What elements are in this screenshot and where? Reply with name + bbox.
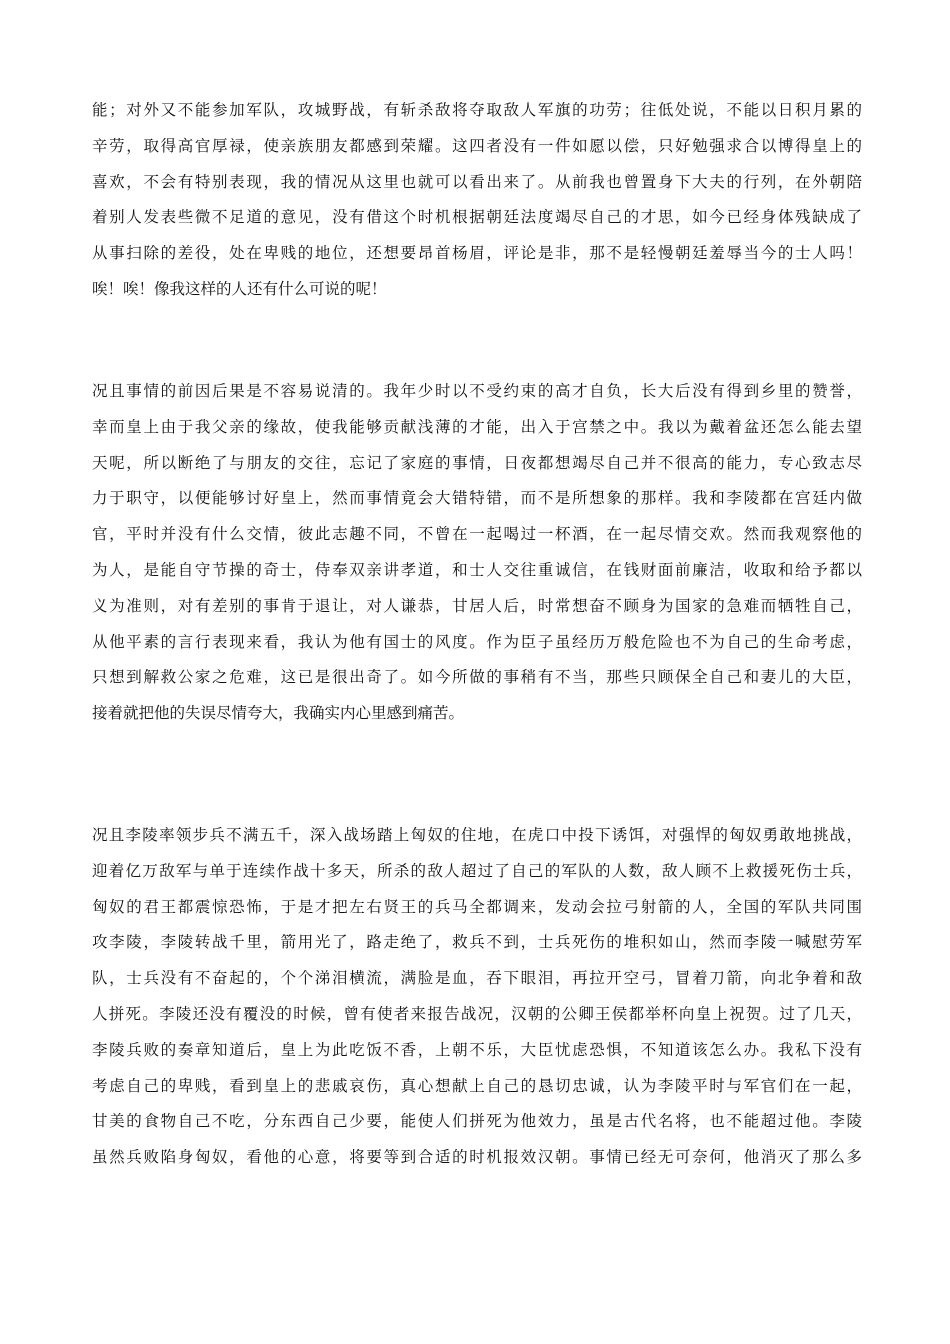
text-line: 人拼死。李陵还没有覆没的时候，曾有使者来报告战况，汉朝的公卿王侯都举杯向皇上祝贺。过了几天， (92, 1004, 862, 1023)
text-line: 天呢，所以断绝了与朋友的交往，忘记了家庭的事情，日夜都想竭尽自己并不很高的能力，专心致志尽 (92, 453, 862, 472)
text-line: 接着就把他的失误尽情夸大，我确实内心里感到痛苦。 (92, 704, 465, 723)
text-line: 能；对外又不能参加军队，攻城野战，有斩杀敌将夺取敌人军旗的功劳；往低处说，不能以日积月累的 (92, 101, 862, 119)
text-line: 迎着亿万敌军与单于连续作战十多天，所杀的敌人超过了自己的军队的人数，敌人顾不上救援死伤士兵， (92, 861, 862, 880)
text-line: 力于职守，以便能够讨好皇上，然而事情竟会大错特错，而不是所想象的那样。我和李陵都在宫廷内做 (92, 489, 862, 508)
text-line: 况且事情的前因后果是不容易说清的。我年少时以不受约束的高才自负，长大后没有得到乡里的赞誉， (92, 382, 862, 400)
text-line: 着别人发表些微不足道的意见，没有借这个时机根据朝廷法度竭尽自己的才思，如今已经身体残缺成了 (92, 208, 862, 227)
text-line: 辛劳，取得高官厚禄，使亲族朋友都感到荣耀。这四者没有一件如愿以偿，只好勉强求合以博得皇上的 (92, 136, 862, 155)
paragraph-2 (92, 374, 862, 732)
text-line: 考虑自己的卑贱，看到皇上的悲戚哀伤，真心想献上自己的恳切忠诚，认为李陵平时与军官们在一起， (92, 1076, 862, 1095)
text-line: 攻李陵，李陵转战千里，箭用光了，路走绝了，救兵不到，士兵死伤的堆积如山，然而李陵一喊慰劳军 (92, 933, 862, 952)
text-line: 为人，是能自守节操的奇士，侍奉双亲讲孝道，和士人交往重诚信，在钱财面前廉洁，收取和给予都以 (92, 560, 862, 579)
text-line: 况且李陵率领步兵不满五千，深入战场踏上匈奴的住地，在虎口中投下诱饵，对强悍的匈奴勇敢地挑战， (92, 826, 862, 844)
text-line: 喜欢，不会有特别表现，我的情况从这里也就可以看出来了。从前我也曾置身下大夫的行列，在外朝陪 (92, 172, 862, 191)
text-line: 虽然兵败陷身匈奴，看他的心意，将要等到合适的时机报效汉朝。事情已经无可奈何，他消灭了那么多 (92, 1148, 862, 1167)
text-line: 李陵兵败的奏章知道后，皇上为此吃饭不香，上朝不乐，大臣忧虑恐惧，不知道该怎么办。我私下没有 (92, 1040, 862, 1059)
text-line: 唉！唉！像我这样的人还有什么可说的呢！ (92, 279, 387, 298)
paragraph-3 (92, 818, 862, 1176)
text-line: 幸而皇上由于我父亲的缘故，使我能够贡献浅薄的才能，出入于宫禁之中。我以为戴着盆还怎么能去望 (92, 417, 862, 436)
text-line: 义为准则，对有差别的事肯于退让，对人谦恭，甘居人后，时常想奋不顾身为国家的急难而牺牲自己， (92, 596, 862, 615)
text-line: 从他平素的言行表现来看，我认为他有国士的风度。作为臣子虽经历万般危险也不为自己的生命考虑， (92, 632, 862, 651)
text-line: 匈奴的君王都震惊恐怖，于是才把左右贤王的兵马全都调来，发动会拉弓射箭的人，全国的军队共同围 (92, 897, 862, 916)
text-line: 只想到解救公家之危难，这已是很出奇了。如今所做的事稍有不当，那些只顾保全自己和妻儿的大臣， (92, 668, 862, 687)
text-line: 队，士兵没有不奋起的，个个涕泪横流，满脸是血，吞下眼泪，再拉开空弓，冒着刀箭，向北争着和敌 (92, 969, 862, 988)
paragraph-1 (92, 93, 862, 308)
text-line: 从事扫除的差役，处在卑贱的地位，还想要昂首杨眉，评论是非，那不是轻慢朝廷羞辱当今的士人吗！ (92, 244, 862, 263)
text-line: 官，平时并没有什么交情，彼此志趣不同，不曾在一起喝过一杯酒，在一起尽情交欢。然而我观察他的 (92, 525, 862, 544)
text-line: 甘美的食物自己不吃，分东西自己少要，能使人们拼死为他效力，虽是古代名将，也不能超过他。李陵 (92, 1112, 862, 1131)
